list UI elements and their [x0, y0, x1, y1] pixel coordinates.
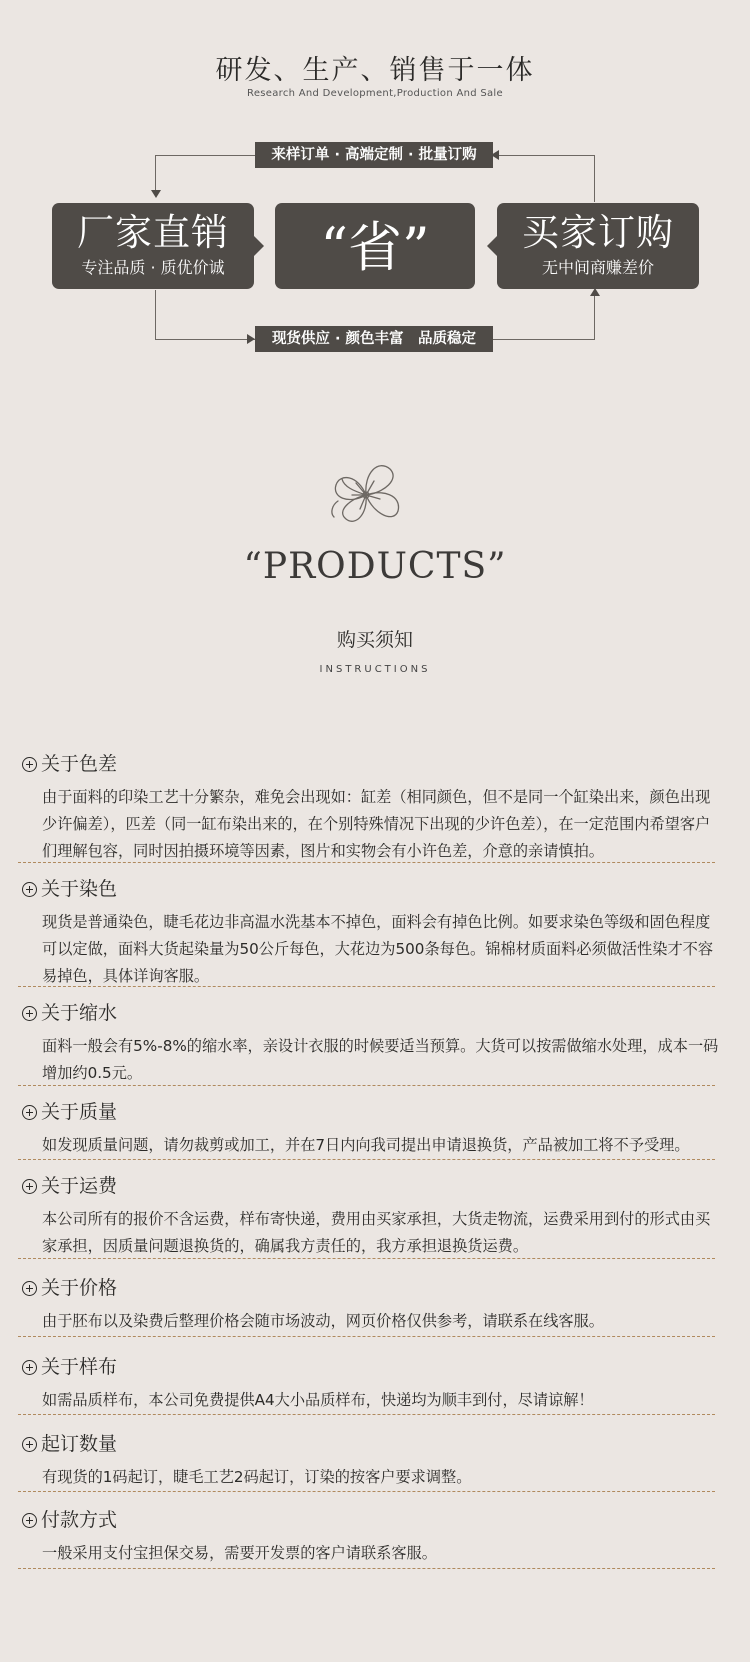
top-tag: 来样订单 · 高端定制 · 批量订购	[255, 142, 493, 168]
connector-line	[594, 155, 595, 202]
section-body: 一般采用支付宝担保交易，需要开发票的客户请联系客服。	[42, 1544, 437, 1562]
section-divider	[18, 1568, 715, 1569]
connector-line	[492, 155, 595, 156]
arrow-up-icon	[590, 288, 600, 296]
buyer-order-sub: 无中间商赚差价	[541, 258, 654, 277]
connector-line	[492, 339, 595, 340]
connector-line	[155, 290, 156, 340]
flower-outline-icon	[318, 455, 414, 535]
products-title: “PRODUCTS”	[243, 546, 507, 587]
factory-direct-box	[52, 203, 254, 289]
section-divider	[18, 1414, 715, 1415]
section-payment	[22, 1508, 722, 1567]
section-color-difference	[22, 752, 722, 865]
buyer-order-title: 买家订购	[522, 211, 674, 254]
plus-circle-icon	[22, 1281, 37, 1296]
section-body: 由于胚布以及染费后整理价格会随市场波动，网页价格仅供参考，请联系在线客服。	[42, 1312, 604, 1330]
section-title: 关于质量	[41, 1101, 118, 1123]
save-box	[275, 203, 475, 289]
connector-line	[155, 339, 255, 340]
section-divider	[18, 1491, 715, 1492]
section-body: 如需品质样布，本公司免费提供A4大小品质样布，快递均为顺丰到付，尽请谅解！	[42, 1391, 594, 1409]
section-divider	[18, 986, 715, 987]
plus-circle-icon	[22, 1006, 37, 1021]
section-title: 关于样布	[41, 1356, 118, 1378]
buyer-order-box	[497, 203, 699, 289]
section-minimum-order	[22, 1432, 722, 1491]
section-price	[22, 1276, 722, 1335]
section-title: 关于染色	[41, 878, 118, 900]
section-divider	[18, 1159, 715, 1160]
section-body: 现货是普通染色，睫毛花边非高温水洗基本不掉色，面料会有掉色比例。如要求染色等级和固色程度可以定做，面料大货起染量为50公斤每色，大花边为500条每色。锦棉材质面料必须做活性染才不容易掉色，具体详询客服。	[42, 913, 714, 985]
section-shipping	[22, 1174, 722, 1260]
arrow-right-icon	[247, 334, 255, 344]
arrow-left-icon	[487, 236, 497, 256]
plus-circle-icon	[22, 882, 37, 897]
arrow-right-icon	[254, 236, 264, 256]
connector-line	[155, 155, 156, 193]
section-body: 有现货的1码起订，睫毛工艺2码起订，订染的按客户要求调整。	[42, 1468, 472, 1486]
section-title: 付款方式	[41, 1509, 118, 1531]
section-divider	[18, 862, 715, 863]
page-title: 研发、生产、销售于一体	[215, 55, 535, 86]
plus-circle-icon	[22, 1360, 37, 1375]
section-title: 关于色差	[41, 753, 118, 775]
section-body: 由于面料的印染工艺十分繁杂，难免会出现如：缸差（相同颜色，但不是同一个缸染出来，颜色出现少许偏差），匹差（同一缸布染出来的，在个别特殊情况下出现的少许色差），在一定范围内希望客户们理解包容，同时因拍摄环境等因素，图片和实物会有小许色差，介意的亲请慎拍。	[42, 788, 711, 860]
factory-direct-title: 厂家直销	[77, 211, 229, 254]
section-title: 关于价格	[41, 1277, 118, 1299]
arrow-down-icon	[151, 190, 161, 198]
section-divider	[18, 1085, 715, 1086]
plus-circle-icon	[22, 1437, 37, 1452]
section-body: 面料一般会有5%-8%的缩水率，亲设计衣服的时候要适当预算。大货可以按需做缩水处理，成本一码增加约0.5元。	[42, 1037, 719, 1082]
section-shrinkage	[22, 1001, 722, 1087]
bottom-tag: 现货供应 · 颜色丰富 品质稳定	[255, 326, 493, 352]
plus-circle-icon	[22, 1179, 37, 1194]
connector-line	[594, 296, 595, 340]
section-sample	[22, 1355, 722, 1414]
section-body: 如发现质量问题，请勿裁剪或加工，并在7日内向我司提出申请退换货，产品被加工将不予受理。	[42, 1136, 690, 1154]
save-title: “省”	[320, 216, 430, 279]
connector-line	[155, 155, 255, 156]
instructions-heading: 购买须知	[336, 629, 413, 651]
section-title: 起订数量	[41, 1433, 118, 1455]
plus-circle-icon	[22, 1513, 37, 1528]
page-subtitle: Research And Development,Production And Sale	[247, 88, 503, 99]
section-divider	[18, 1258, 715, 1259]
section-title: 关于缩水	[41, 1002, 118, 1024]
section-quality	[22, 1100, 722, 1159]
instructions-subheading: INSTRUCTIONS	[319, 664, 431, 675]
section-divider	[18, 1336, 715, 1337]
section-dyeing	[22, 877, 722, 990]
section-title: 关于运费	[41, 1175, 118, 1197]
plus-circle-icon	[22, 1105, 37, 1120]
section-body: 本公司所有的报价不含运费，样布寄快递，费用由买家承担，大货走物流，运费采用到付的形式由买家承担，因质量问题退换货的，确属我方责任的，我方承担退换货运费。	[42, 1210, 711, 1255]
plus-circle-icon	[22, 757, 37, 772]
factory-direct-sub: 专注品质 · 质优价诚	[81, 258, 225, 277]
